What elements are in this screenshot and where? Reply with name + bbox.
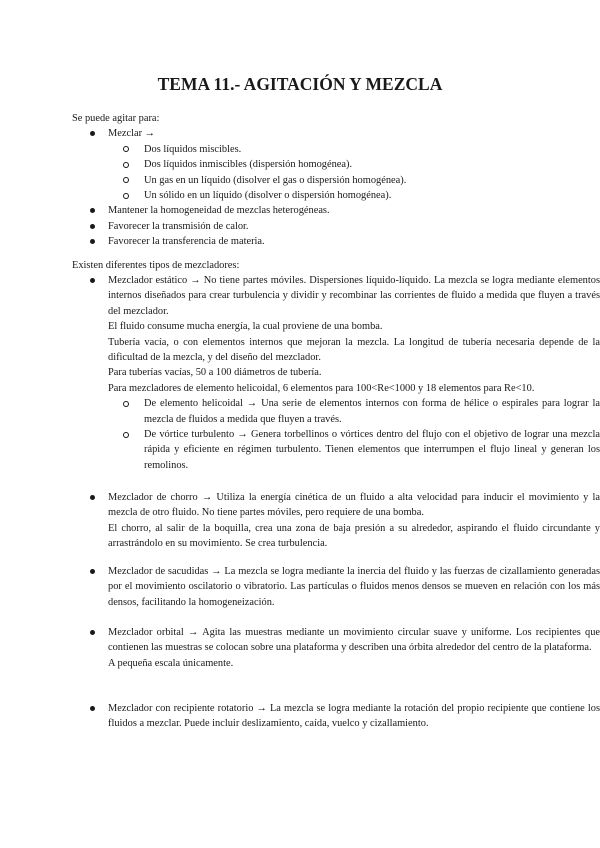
sub-list-item-helicoidal [108, 396, 600, 427]
list-item [72, 234, 600, 249]
bullet-icon [90, 706, 95, 711]
list-item [72, 203, 600, 218]
sub-list-item-text: Dos líquidos miscibles. [144, 143, 242, 155]
list-item-text: Mantener la homogeneidad de mezclas heterogéneas. [108, 205, 330, 217]
bullet-icon [90, 278, 95, 283]
bullet-icon [90, 239, 95, 244]
sub-list-item-text: Un gas en un líquido (disolver el gas o dispersión homogénea). [144, 174, 407, 186]
section-agitar [72, 111, 532, 250]
orbital-line: Mezclador orbital → Agita las muestras mediante un movimiento circular suave y uniforme. Los recipientes que contienen las muestras se colocan sobre una plataforma y describen una órbita alrededor del centro de la plataforma. [108, 627, 600, 654]
mezclador-orbital [72, 625, 600, 671]
list-item-text: Mezclar → [108, 128, 156, 140]
sub-list-item-text: De elemento helicoidal → Una serie de elementos internos con forma de hélice o espirales para lograr la mezcla de fluidos a medida que fluyen a través. [144, 398, 600, 425]
bullet-icon [90, 569, 95, 574]
mezclador-sacudidas [72, 564, 600, 610]
estatico-line: Tubería vacía, o con elementos internos que mejoran la mezcla. La longitud de tubería necesaria depende de la dificultad de la mezcla, y del diseño del mezclador. [108, 336, 600, 364]
chorro-line: Mezclador de chorro → Utiliza la energía cinética de un fluido a alta velocidad para inducir el movimiento y la mezcla de otro fluido. No tiene partes móviles, pero requiere de una bomba. [108, 492, 600, 519]
chorro-line: El chorro, al salir de la boquilla, crea una zona de baja presión a su alrededor, aspirando el fluido circundante y arrastrándolo en su movimiento. Se crea turbulencia. [108, 522, 600, 550]
sub-list-item [108, 142, 600, 157]
rotatorio-line: Mezclador con recipiente rotatorio → La mezcla se logra mediante la rotación del propio recipiente que contiene los fluidos a mezclar. Puede incluir deslizamiento, caída, vuelco y cizallamiento. [108, 703, 600, 730]
list-item-sacudidas [72, 564, 600, 610]
sub-list-item-text: Un sólido en un líquido (disolver o dispersión homogénea). [144, 190, 392, 202]
sub-list-item [108, 188, 600, 203]
list-item-mezclar [72, 126, 600, 203]
section-mezcladores-intro: Existen diferentes tipos de mezcladores: [72, 260, 240, 271]
sub-list-item [108, 173, 600, 188]
circle-bullet-icon [123, 193, 129, 199]
list-item-orbital [72, 625, 600, 671]
circle-bullet-icon [123, 162, 129, 168]
circle-bullet-icon [123, 177, 129, 183]
bullet-icon [90, 131, 95, 136]
circle-bullet-icon [123, 432, 129, 438]
bullet-icon [90, 208, 95, 213]
sub-list-item-text: De vórtice turbulento → Genera torbellinos o vórtices dentro del flujo con el objetivo de lograr una mezcla rápida y eficiente en régimen turbulento. Tienen elementos que interrumpen el flujo lineal y generan los remolinos. [144, 429, 600, 471]
sacudidas-line: Mezclador de sacudidas → La mezcla se logra mediante la inercia del fluido y las fuerzas de cizallamiento generadas por el movimiento oscilatorio o vibratorio. Las partículas o fluidos menos densos se mueven en relación con los más densos, facilitando la homogeneización. [108, 566, 600, 608]
list-item-estatico [72, 273, 600, 473]
estatico-line: Para mezcladores de elemento helicoidal, 6 elementos para 100<Re<1000 y 18 elementos para Re<10. [108, 382, 535, 394]
page-title: TEMA 11.- AGITACIÓN Y MEZCLA [157, 74, 443, 94]
mezclador-estatico [72, 273, 600, 473]
estatico-line: Mezclador estático → No tiene partes móviles. Dispersiones líquido-líquido. La mezcla se logra mediante elementos internos diseñados para crear turbulencia y dividir y recombinar las corrientes de fluido a medida que fluyen a través del mezclador. [108, 275, 600, 317]
circle-bullet-icon [123, 401, 129, 407]
sub-list-item-vortice [108, 427, 600, 473]
bullet-icon [90, 224, 95, 229]
list-item-rotatorio [72, 701, 600, 732]
sub-list-item [108, 157, 600, 172]
list-item [72, 219, 600, 234]
circle-bullet-icon [123, 146, 129, 152]
mezclador-rotatorio [72, 701, 600, 732]
section-agitar-intro: Se puede agitar para: [72, 113, 160, 124]
list-item-text: Favorecer la transmisión de calor. [108, 220, 249, 232]
bullet-icon [90, 630, 95, 635]
estatico-line: Para tuberías vacías, 50 a 100 diámetros de tubería. [108, 367, 322, 379]
bullet-icon [90, 495, 95, 500]
list-item-text: Favorecer la transferencia de materia. [108, 236, 265, 248]
list-item-chorro [72, 490, 600, 552]
mezclador-chorro [72, 490, 600, 552]
sub-list-item-text: Dos líquidos inmiscibles (dispersión homogénea). [144, 159, 353, 171]
orbital-line: A pequeña escala únicamente. [108, 657, 234, 669]
estatico-line: El fluido consume mucha energía, la cual proviene de una bomba. [108, 321, 383, 333]
